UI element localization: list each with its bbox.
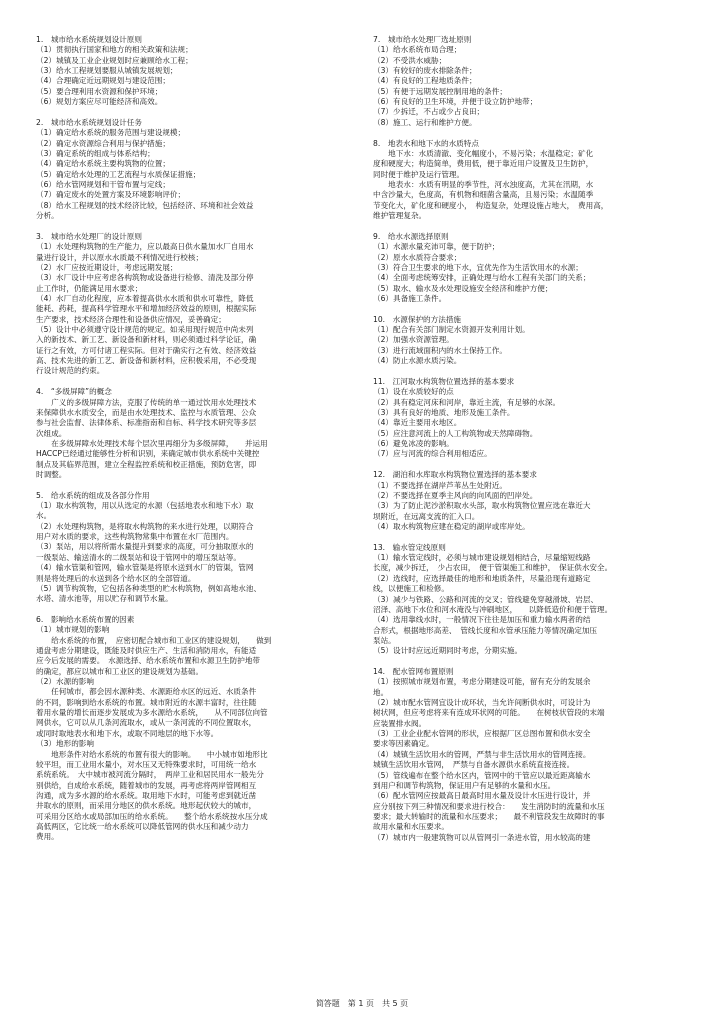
text-line: （1）给水系统布局合理；: [373, 45, 462, 55]
text-line: 通盘考虑分期建设，既能及时供应生产、生活和消防用水，有能适: [36, 646, 257, 656]
text-line: （2）水处理构筑物，是将取水构筑物的来水进行处理，以期符合: [36, 521, 254, 531]
section: [36, 491, 356, 605]
text-line: （1）取水构筑物，用以从选定的水源（包括地表水和地下水）取: [36, 501, 254, 511]
text-line: 的不同，影响到给水系统的布置。城市附近的水源丰富时，往往随: [36, 697, 257, 707]
text-line: （1）不要选择在湖岸芦苇丛生处附近。: [373, 480, 507, 490]
text-line: 地。: [373, 687, 389, 697]
text-line: 高低两区，它比统一给水系统可以降低管网的供水压和减少动力: [36, 821, 249, 831]
text-line: 行设计规范的约束。: [36, 366, 105, 376]
text-line: （3）进行流域面积内的水土保持工作。: [373, 345, 507, 355]
text-line: 度和硬度大；构造简单，费用低，便于靠近用户设置及卫生防护，: [373, 159, 594, 169]
text-line: （5）调节构筑物，它包括各种类型的贮水构筑物，例如高地水池、: [36, 583, 262, 593]
text-line: 沟通，成为多水源的给水系统。取用地下水时，可能考虑到就近凿: [36, 790, 257, 800]
text-line: 广义的多级屏障方法，克服了传统的单一通过饮用水处理技术: [36, 397, 257, 407]
text-line: （5）有便于远期发展控制用地的条件；: [373, 86, 507, 96]
text-line: （6）给水管网规划和干管布置与定线；: [36, 179, 170, 189]
text-line: （4）水厂自动化程度，应本着提高供水水质和供水可靠性，降低: [36, 293, 254, 303]
text-line: 网供水，它可以从几条河流取水，或从一条河流的不同位置取水，: [36, 718, 257, 728]
left-column: [36, 35, 356, 853]
text-line: 生产要求，技术经济合理性和设备供应情况，妥善确定；: [36, 314, 226, 324]
text-line: 泵站。: [373, 635, 396, 645]
text-line: （4）选用靠线水时，一般情况下往往是加压和重力输水两者的结: [373, 615, 591, 625]
text-line: （1）输水管定线时，必须与城市建设规划相结合，尽量缩短线路: [373, 553, 591, 563]
section: [36, 118, 356, 221]
section-heading: 13. 输水管定线原则: [373, 542, 446, 552]
text-line: （5）应注意河流上的人工构筑物或天然障碍物。: [373, 428, 538, 438]
text-line: （3）确定系统的组成与体系结构；: [36, 148, 155, 158]
text-line: 制点及其临界范围，建立全程监控系统和校正措施，预防危害，即: [36, 459, 257, 469]
text-line: （4）有良好的工程地质条件；: [373, 76, 477, 86]
text-line: 入的新技术、新工艺、新设备和新材料，则必须通过科学论证，确: [36, 335, 257, 345]
section: [373, 315, 691, 367]
text-line: （7）应与河流的综合利用相适应。: [373, 449, 492, 459]
text-line: （2）确定水资源综合利用与保护措施；: [36, 138, 170, 148]
text-line: 次组成。: [36, 428, 67, 438]
text-line: 故用水量和水压要求。: [373, 822, 449, 832]
text-line: （6）避免冰凌的影响。: [373, 439, 454, 449]
section-heading: 8. 地表水和地下水的水质特点: [373, 138, 479, 148]
text-line: 坝附近，在远离支流的汇入口。: [373, 511, 480, 521]
text-line: （3）地形的影响: [36, 739, 94, 749]
text-line: 着用水量的增长而逐步发展成为多水源给水系统， 从不同部位向管: [36, 708, 268, 718]
text-line: 参与社会监督、法律体系、标准指南和自标、科学技术研究等多层: [36, 418, 257, 428]
text-line: 别供给，自成给水系统，随着城市的发展，再考虑将两岸管网相互: [36, 780, 257, 790]
section-heading: 7. 城市给水处理厂选址原则: [373, 35, 472, 44]
section: [36, 615, 356, 843]
section: [36, 35, 356, 107]
text-line: 则是将处理后的水送到各个给水区的全部管道。: [36, 573, 196, 583]
text-line: （2）加强水资源管理。: [373, 335, 454, 345]
text-line: 中含沙量大，色度高，有机物和细菌含量高，且易污染；水温随季: [373, 190, 594, 200]
text-line: 要求等因素确定。: [373, 739, 434, 749]
text-line: 或同时取地表水和地下水，或取不同地层的地下水等。: [36, 728, 219, 738]
section-heading: 11. 江河取水构筑物位置选择的基本要求: [373, 376, 515, 386]
text-line: 合形式，根据地形高差、 管线长度和水管承压能力等情况确定加压: [373, 625, 598, 635]
section-heading: 10. 水源保护的方法措施: [373, 314, 462, 324]
section: [373, 35, 691, 128]
section-heading: 1. 城市给水系统规划设计原则: [36, 35, 142, 44]
text-line: （8）施工、运行和维护方便。: [373, 117, 477, 127]
text-line: 量进行设计，并以原水水质最不利情况进行校核；: [36, 252, 204, 262]
text-line: 证行之有效，方可付诸工程实际。但对于确实行之有效、经济效益: [36, 345, 257, 355]
section: [373, 543, 691, 657]
text-line: （5）设计中必须遵守设计规范的规定。如采用现行规范中尚未列: [36, 324, 254, 334]
text-line: （2）具有稳定河床和河岸，靠近主流，有足够的水深。: [373, 397, 561, 407]
text-line: （1）确定给水系统的服务范围与建设规模；: [36, 128, 186, 138]
section-heading: 5. 给水系统的组成及各部分作用: [36, 490, 150, 500]
text-line: 在多级屏障水处理技术每个层次里再细分为多级屏障， 并运用: [36, 438, 268, 448]
page-footer: 简答题 第 1 页 共 5 页: [315, 999, 409, 1008]
text-line: （2）不受洪水威胁；: [373, 55, 447, 65]
text-line: （4）确定给水系统主要构筑物的位置；: [36, 159, 170, 169]
section: [373, 139, 691, 222]
text-line: （1）水源水量充沛可靠，便于防护；: [373, 242, 500, 252]
text-line: 沼泽、高地下水位和河水淹没与冲刷地区， 以降低造价和便于管理。: [373, 604, 613, 614]
text-line: 较平坦，而工业用水量小，对水压又无特殊要求时，可用统一给水: [36, 759, 257, 769]
text-line: （2）选线时，应选择最佳的地形和地质条件，尽量沿现有道路定: [373, 573, 591, 583]
right-column: [373, 35, 691, 853]
text-line: （4）防止水源水质污染。: [373, 356, 462, 366]
section: [36, 387, 356, 480]
text-line: 高、技术先进的新工艺、新设备和新材料，应积极采用，不必受现: [36, 355, 257, 365]
text-line: （5）管线遍布在整个给水区内，管网中的干管应以最近距离输水: [373, 770, 591, 780]
section-heading: 12. 湖泊和水库取水构筑物位置选择的基本要求: [373, 470, 537, 480]
text-line: （1）配合有关部门制定水资源开发利用计划。: [373, 325, 530, 335]
text-line: （3）符合卫生要求的地下水，宜优先作为生活饮用水的水源；: [373, 262, 583, 272]
text-line: 地表水：水质有明显的季节性，河水浊度高，尤其在汛期，水: [373, 179, 594, 189]
text-line: 应分别按下列三种情况和要求进行校合： 发生消防时的流量和水压: [373, 801, 605, 811]
text-line: （4）合理确定近远期规划与建设范围；: [36, 76, 170, 86]
text-line: 止工作时，仍能满足用水要求；: [36, 283, 143, 293]
text-line: （4）输水管渠和管网，输水管渠是将原水送到水厂的管渠，管网: [36, 563, 254, 573]
section-heading: 14. 配水管网布置原则: [373, 667, 454, 677]
text-line: （7）确定废水的处置方案及环境影响评价；: [36, 190, 186, 200]
section-heading: 9. 给水水源选择原则: [373, 231, 449, 241]
section: [373, 232, 691, 304]
text-line: （3）水厂设计中应考虑各构筑物或设备进行检修、清洗及部分停: [36, 273, 254, 283]
text-line: （7）城市内一般建筑物可以从管网引一条进水管，用水较高的建: [373, 832, 591, 842]
text-line: 应今后发展的需要。 水源选择、给水系统布置和水源卫生防护地带: [36, 656, 261, 666]
text-line: （8）给水工程规划的技术经济比较，包括经济、环境和社会效益: [36, 200, 254, 210]
text-line: （4）取水构筑物应建在稳定的湖岸或库岸处。: [373, 521, 530, 531]
section: [36, 232, 356, 377]
text-line: （1）按照城市规划布置，考虑分期建设可能，留有充分的发展余: [373, 677, 591, 687]
text-line: （1）城市规划的影响: [36, 625, 110, 635]
text-line: （4）全面考虑统筹安排，正确处理与给水工程有关部门的关系；: [373, 273, 591, 283]
section-heading: 3. 城市给水处理厂的设计原则: [36, 231, 142, 241]
text-line: （6）规划方案应尽可能经济和高效。: [36, 97, 163, 107]
text-line: （3）工业企业配水管网的形状，应根据厂区总图布置和供水安全: [373, 729, 591, 739]
text-line: 水塔、清水池等，用以贮存和调节水量。: [36, 594, 173, 604]
text-line: 的确定，都应以城市和工业区的建设规划为基础。: [36, 666, 204, 676]
text-line: 能耗、药耗，提高科学管理水平和增加经济效益的原则，根据实际: [36, 304, 257, 314]
text-line: （4）靠近主要用水地区。: [373, 418, 462, 428]
text-line: 树状网，但应考虑将来有连成环状网的可能。 在树枝状管段的末端: [373, 708, 605, 718]
text-line: 给水系统的布置， 应密切配合城市和工业区的建设规划， 做到: [36, 635, 272, 645]
text-line: （2）城市配水管网宜设计成环状，当允许间断供水时，可设计为: [373, 698, 591, 708]
text-line: （2）不要选择在夏季主风向的向风面的凹岸处。: [373, 490, 538, 500]
text-line: 系统系统。 大中城市被河流分隔时， 两岸工业和居民用水一般先分: [36, 770, 264, 780]
section: [373, 470, 691, 532]
text-line: 一级泵站、输送清水的二级泵站和设于管网中的增压泵站等。: [36, 552, 242, 562]
text-line: 来保障供水水质安全，而是由水处理技术、监控与水质管理、公众: [36, 407, 257, 417]
text-line: （2）城镇及工业企业规划时应兼顾给水工程；: [36, 55, 193, 65]
text-line: 到用户和调节构筑物，保证用户有足够的水量和水压。: [373, 780, 556, 790]
text-line: 用户对水质的要求，这些构筑物常集中布置在水厂范围内。: [36, 532, 234, 542]
text-line: 费用。: [36, 832, 59, 842]
text-line: （5）取水、输水及水处理设施安全经济和维护方便；: [373, 283, 553, 293]
section-heading: 2. 城市给水系统规划设计任务: [36, 117, 142, 127]
text-line: 水。: [36, 511, 52, 521]
text-line: 时调整。: [36, 469, 67, 479]
text-line: （5）要合理利用水资源和保护环境；: [36, 86, 163, 96]
text-line: （1）贯彻执行国家和地方的相关政策和法规；: [36, 45, 193, 55]
section: [373, 667, 691, 843]
text-line: 线，以便施工和检修。: [373, 584, 449, 594]
text-line: （2）原水水质符合要求；: [373, 252, 462, 262]
text-line: 长度，减少拆迁， 少占农田， 便于管渠施工和维护， 保证供水安全。: [373, 563, 613, 573]
text-line: 可采用分区给水或局部加压的给水系统。 整个给水系统按水压分成: [36, 811, 268, 821]
text-line: （1）设在水质较好的点: [373, 387, 454, 397]
text-line: （5）确定给水处理的工艺流程与水质保证措施；: [36, 169, 201, 179]
text-line: （6）有良好的卫生环境，并便于设立防护地带；: [373, 97, 538, 107]
text-line: （3）给水工程规划要服从城镇发展规划；: [36, 66, 178, 76]
text-line: 同时便于维护及运行管理。: [373, 169, 465, 179]
text-line: 地形条件对给水系统的布置有很大的影响。 中小城市如地形比: [36, 749, 268, 759]
text-line: （5）设计时应远近期同时考虑，分期实施。: [373, 646, 523, 656]
text-line: （3）减少与铁路、公路和河流的交叉；管线避免穿越滑坡、岩层、: [373, 594, 599, 604]
text-line: （2）水厂应按近期设计，考虑远期发展；: [36, 262, 178, 272]
text-line: （1）水处理构筑物的生产能力，应以最高日供水量加水厂自用水: [36, 242, 254, 252]
section-heading: 4. “多级屏障”的概念: [36, 387, 112, 397]
section: [373, 377, 691, 460]
text-line: （2）水源的影响: [36, 677, 94, 687]
section-heading: 6. 影响给水系统布置的因素: [36, 615, 135, 625]
text-line: HACCP已经通过能够性分析和识别，来确定城市供水系统中关键控: [36, 449, 260, 459]
text-line: （3）泵站，用以将所需水量提升到要求的高度，可分抽取原水的: [36, 542, 254, 552]
text-line: （4）城镇生活饮用水的管网，严禁与非生活饮用水的管网连接。: [373, 749, 591, 759]
text-line: 分析。: [36, 211, 59, 220]
text-line: （6）配水管网应按最高日最高时用水量及设计水压进行设计，并: [373, 791, 591, 801]
text-line: 地下水：水质清澈、变化幅度小，不易污染；水温稳定；矿化: [373, 148, 594, 158]
text-line: （7）少拆迁，不占或少占良田；: [373, 107, 485, 117]
text-line: （3）为了防止泥沙淤积取水头部，取水构筑物位置应选在靠近大: [373, 501, 591, 511]
text-line: 井取水的原则，而采用分地区的供水系统。地形起伏较大的城市，: [36, 801, 257, 811]
text-line: （3）具有良好的地质、地形及施工条件。: [373, 408, 515, 417]
text-line: （3）有较好的废水排除条件；: [373, 66, 477, 76]
text-line: 城镇生活饮用水管网， 严禁与自备水源供水系统直接连接。: [373, 760, 575, 770]
text-line: 任何城市，都会因水源种类、水源距给水区的远近、水质条件: [36, 687, 257, 697]
text-line: 维护管理复杂。: [373, 211, 427, 220]
text-line: 应装置排水阀。: [373, 718, 427, 728]
text-line: 要求；最大转输时的流量和水压要求； 最不利管段发生故障时的事: [373, 811, 605, 821]
text-line: 节变化大，矿化度和硬度小， 构造复杂，处理设施占地大， 费用高，: [373, 200, 609, 210]
text-line: （6）具备施工条件。: [373, 293, 447, 303]
